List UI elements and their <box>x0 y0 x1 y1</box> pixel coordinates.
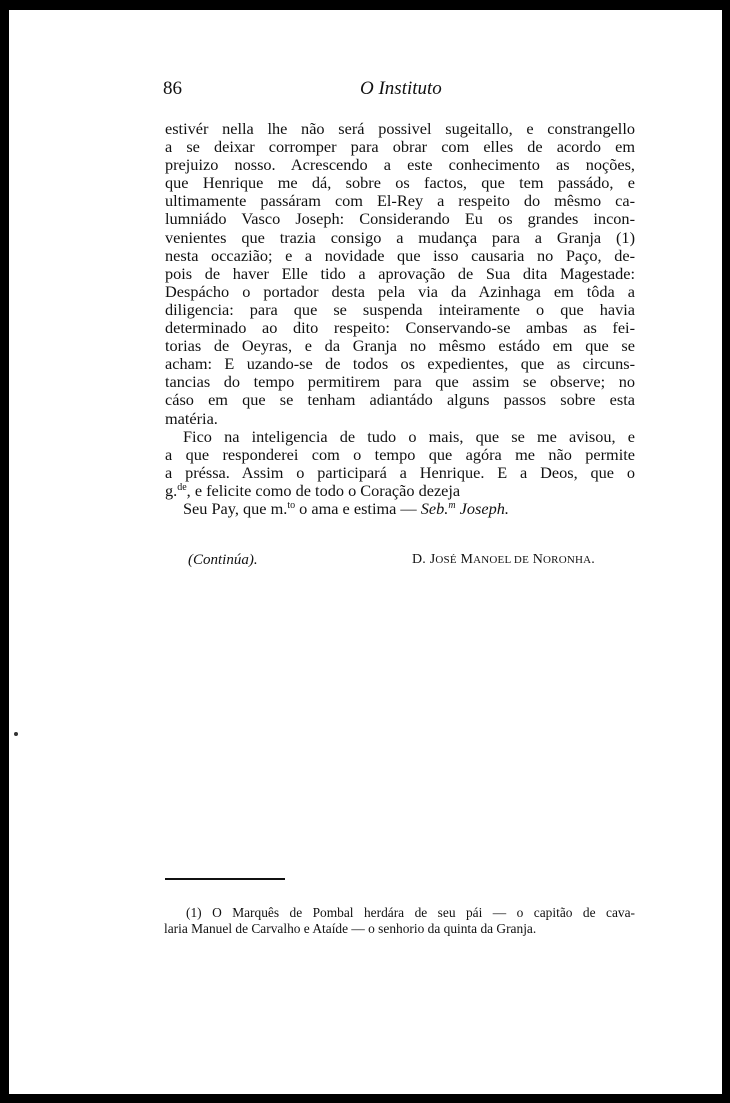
text-line: prejuizo nosso. Acrescendo a este conhecimento as noções, <box>165 155 635 175</box>
footnote-line: laria Manuel de Carvalho e Ataíde — o senhorio da quinta da Granja. <box>164 921 537 936</box>
text-line: torias de Oeyras, e da Granja no mêsmo estádo em que se <box>165 336 635 356</box>
sig-part: N <box>529 552 544 567</box>
text-fragment: o ama e estima — <box>295 498 421 518</box>
closing-line <box>165 500 635 518</box>
author-signature <box>412 552 595 568</box>
text-fragment: , e felicite como de todo o Coração dezeja <box>186 480 461 500</box>
text-line: venientes que trazia consigo a mudança para a Granja (1) <box>165 227 635 247</box>
sig-part: DE <box>510 554 529 566</box>
text-line: cáso em que se tenham adiantádo alguns passos sobre esta <box>165 390 635 410</box>
sig-part: ANOEL <box>473 554 511 566</box>
text-line: a que responderei com o tempo que agóra me não permite <box>165 444 635 464</box>
superscript: de <box>177 481 187 493</box>
sig-part: OSÉ <box>435 554 457 566</box>
continuation-footer <box>0 552 730 574</box>
text-line: nesta occazião; e a novidade que isso causaria no Paço, de- <box>165 245 635 265</box>
continua-label: (Continúa). <box>188 552 258 568</box>
text-line: acham: E uzando-se de todos os expedientes, que as circuns- <box>165 354 635 374</box>
text-line: Fico na inteligencia de tudo o mais, que se me avisou, e <box>183 426 635 446</box>
text-line: a se deixar corromper para obrar com elles de acordo em <box>165 137 635 157</box>
superscript: m <box>448 499 456 511</box>
text-fragment: Seu Pay, que m. <box>183 498 288 518</box>
page-header <box>0 78 730 102</box>
text-line: Despácho o portador desta pela via da Azinhaga em tôda a <box>165 281 635 301</box>
footnote-rule <box>165 878 285 880</box>
superscript: to <box>287 499 296 511</box>
sig-part: ORONHA <box>543 554 592 566</box>
text-line: diligencia: para que se suspenda inteiramente o que havia <box>165 299 635 319</box>
text-line: a préssa. Assim o participará a Henrique. E a Deos, que o <box>165 462 635 482</box>
sig-part: D. J <box>412 552 436 567</box>
abbrev-g: g. <box>165 480 178 500</box>
text-line: tancias do tempo permitirem para que assim se observe; no <box>165 372 635 392</box>
text-line: lumniádo Vasco Joseph: Considerando Eu os grandes incon- <box>165 209 635 229</box>
footnote <box>164 905 635 937</box>
text-line: ultimamente passáram com El-Rey a respeito do mêsmo ca- <box>165 191 635 211</box>
text-line <box>165 482 635 500</box>
paper-speck <box>14 732 18 736</box>
text-line: matéria. <box>165 408 218 428</box>
text-line: pois de haver Elle tido a aprovação de Sua dita Magestade: <box>165 263 635 283</box>
text-line: que Henrique me dá, sobre os factos, que tem passádo, e <box>165 173 635 193</box>
footnote-line: (1) O Marquês de Pombal herdára de seu pái — o capitão de cava- <box>186 905 635 920</box>
signature-seb: Seb. <box>420 498 449 518</box>
letter-body <box>165 120 635 518</box>
running-title: O Instituto <box>360 78 442 99</box>
sig-part: M <box>456 552 474 567</box>
page-number: 86 <box>163 78 182 99</box>
text-line: estivér nella lhe não será possivel sugeitallo, e constrangello <box>165 119 635 138</box>
sig-part: . <box>591 552 595 567</box>
signature-joseph: Joseph. <box>455 498 509 518</box>
text-line: determinado ao dito respeito: Conservando-se ambas as fei- <box>165 318 635 338</box>
